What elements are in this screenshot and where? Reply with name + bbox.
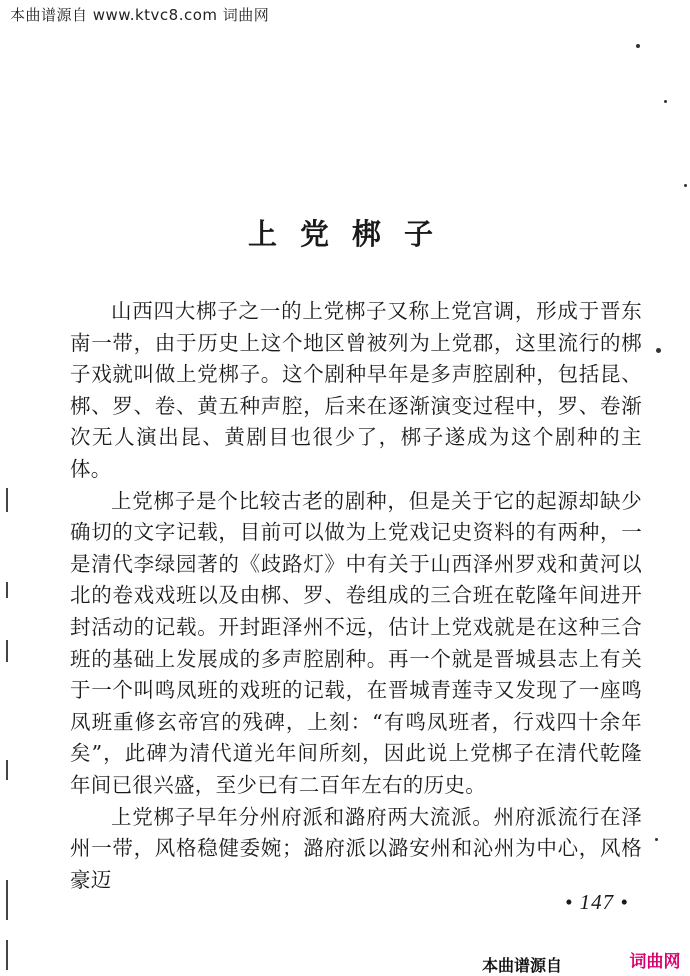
binding-mark (6, 640, 8, 662)
binding-mark (6, 880, 8, 920)
paragraph-2: 上党梆子是个比较古老的剧种，但是关于它的起源却缺少确切的文字记载，目前可以做为上党戏记史资料的有两种，一是清代李绿园著的《歧路灯》中有关于山西泽州罗戏和黄河以北的卷戏戏班以及由梆、罗、卷组成的三合班在乾隆年间进开封活动的记载。开封距泽州不远，估计上党戏就是在这种三合班的基础上发展成的多声腔剧种。再一个就是晋城县志上有关于一个叫鸣凤班的戏班的记载，在晋城青莲寺又发现了一座鸣凤班重修玄帝宫的残碑，上刻：“有鸣凤班者，行戏四十余年矣”，此碑为清代道光年间所刻，因此说上党梆子在清代乾隆年间已很兴盛，至少已有二百年左右的历史。 (70, 488, 642, 797)
paragraph-1: 山西四大梆子之一的上党梆子又称上党宫调，形成于晋东南一带，由于历史上这个地区曾被列为上党郡，这里流行的梆子戏就叫做上党梆子。这个剧种早年是多声腔剧种，包括昆、梆、罗、卷、黄五种声腔，后来在逐渐演变过程中，罗、卷渐次无人演出昆、黄剧目也很少了，梆子遂成为这个剧种的主体。 (70, 299, 642, 481)
binding-mark (6, 488, 8, 512)
article-title: 上党梆子 (247, 217, 456, 251)
scan-speck (684, 184, 687, 187)
binding-mark (6, 582, 8, 598)
scan-speck (655, 838, 658, 841)
watermark-header: 本曲谱源自 www.ktvc8.com 词曲网 (10, 6, 270, 24)
article-body (70, 296, 642, 896)
page-number: • 147 • (565, 890, 629, 914)
binding-mark (6, 940, 8, 970)
scan-speck (656, 348, 661, 353)
watermark-footer-logo: 词曲网 (622, 950, 688, 974)
paragraph-3: 上党梆子早年分州府派和潞府两大流派。州府派流行在泽州一带，风格稳健委婉；潞府派以潞安州和沁州为中心，风格豪迈 (70, 804, 642, 892)
scan-speck (664, 100, 667, 103)
watermark-footer-left: 本曲谱源自 (482, 956, 563, 975)
binding-mark (6, 760, 8, 780)
scan-speck (636, 44, 640, 48)
